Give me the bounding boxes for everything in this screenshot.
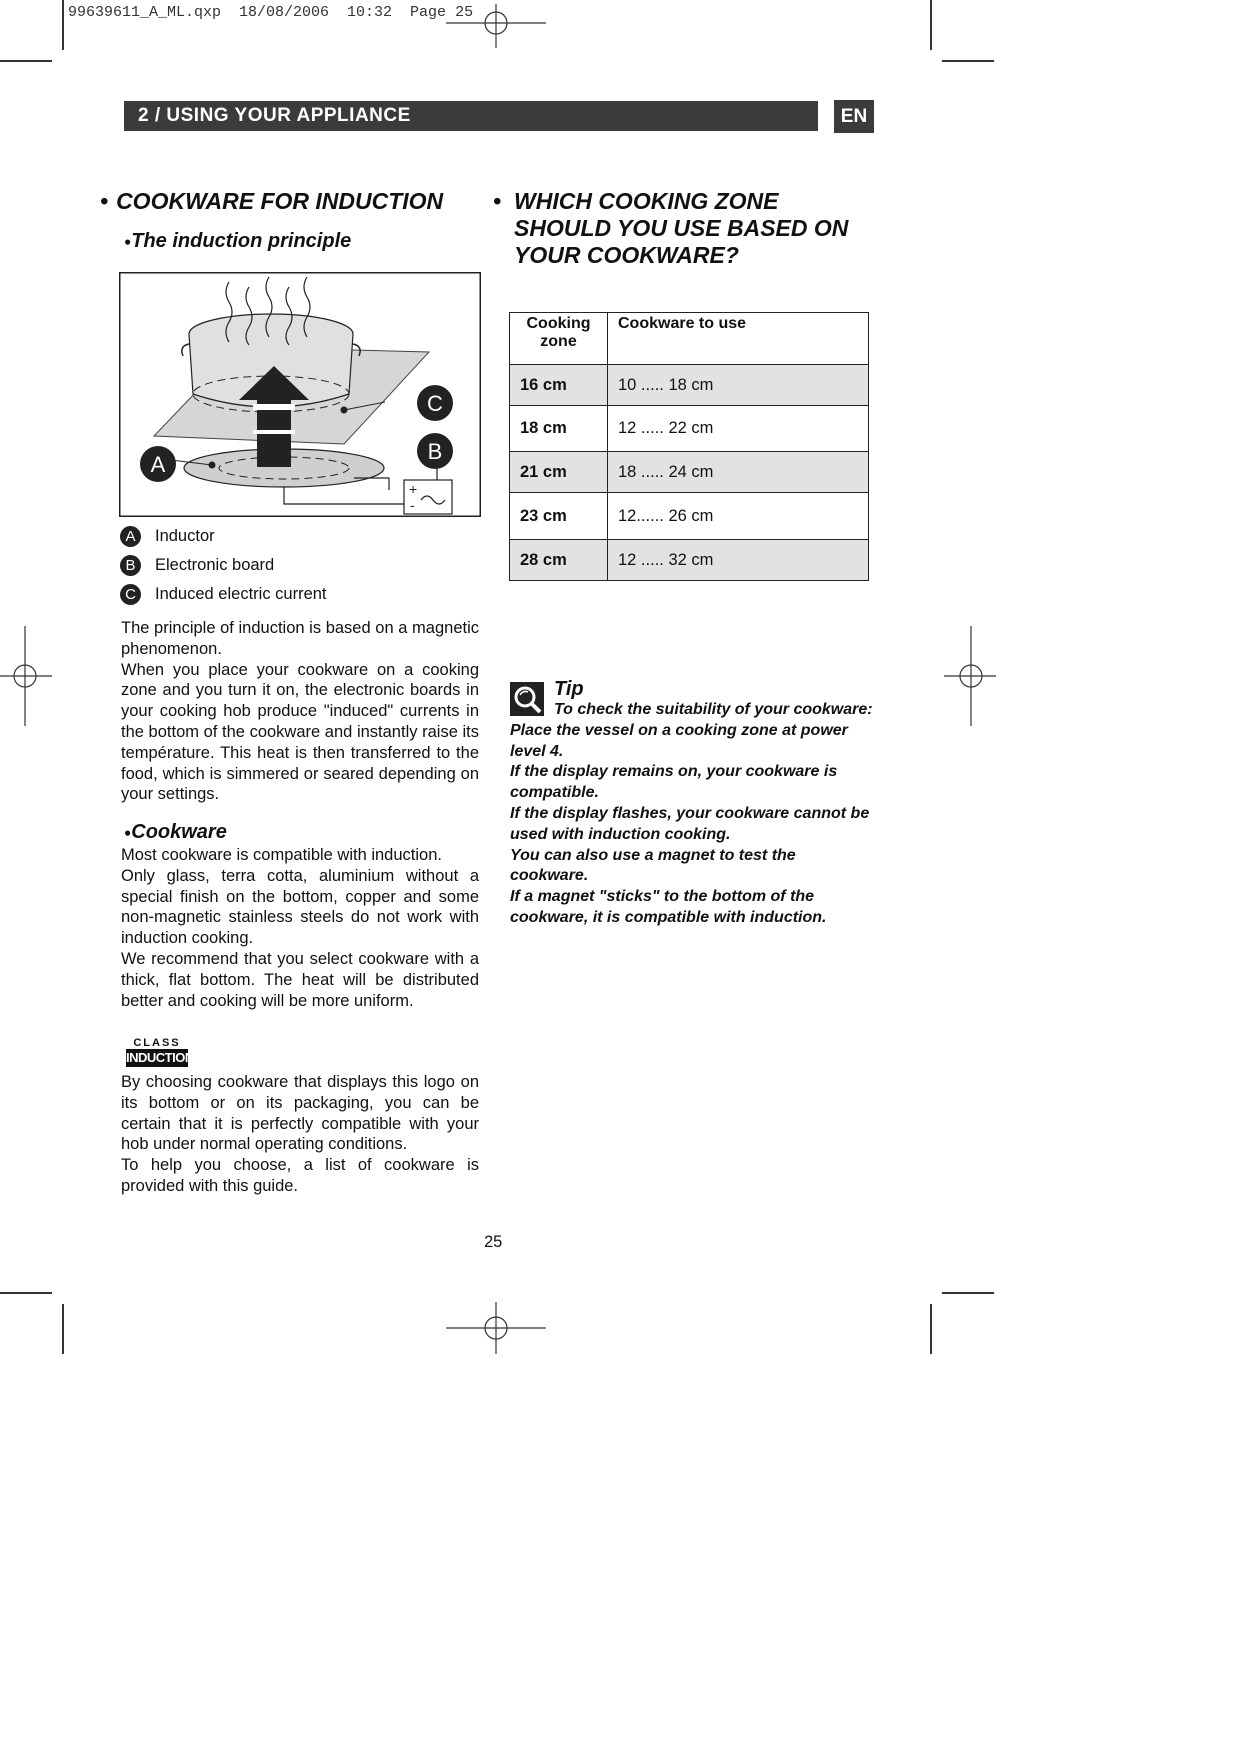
zone-cell: 21 cm xyxy=(510,452,608,493)
cookware-cell: 10 ..... 18 cm xyxy=(608,365,869,406)
section-title: / USING YOUR APPLIANCE xyxy=(154,105,411,126)
section-header xyxy=(124,101,818,131)
induction-diagram xyxy=(119,272,481,517)
section-number: 2 xyxy=(138,105,150,126)
table-row xyxy=(510,452,869,493)
zone-cell: 18 cm xyxy=(510,406,608,452)
cookware-cell: 18 ..... 24 cm xyxy=(608,452,869,493)
svg-text:-: - xyxy=(410,497,415,513)
zone-cell: 16 cm xyxy=(510,365,608,406)
registration-mark-bottom xyxy=(446,1302,546,1354)
registration-mark-top xyxy=(446,4,546,48)
zone-cell: 28 cm xyxy=(510,540,608,581)
svg-text:A: A xyxy=(150,452,166,477)
table-row xyxy=(510,406,869,452)
zone-cell: 23 cm xyxy=(510,493,608,540)
svg-text:C: C xyxy=(427,391,443,416)
legend-key-c: C xyxy=(120,584,141,605)
principle-text: The principle of induction is based on a magnetic phenomenon. When you place your cookware on a cooking zone and you turn it on, the electronic boards in your cooking hob produce "induced" currents in the bottom of the cookware and instantly raise its température. This heat is then transferred to the food, which is simmered or seared depending on your settings. xyxy=(121,619,479,804)
legend-item-induced-current: C Induced electric current xyxy=(120,584,327,605)
cookware-subheading: ●Cookware xyxy=(124,821,227,843)
cooking-zone-table xyxy=(509,312,869,581)
logo-text: By choosing cookware that displays this logo on its bottom or on its packaging, you can be certain that it is perfectly compatible with your hob under normal operating conditions. To help you choose, a list of cookware is provided with this guide. xyxy=(121,1073,479,1195)
cookware-text: Most cookware is compatible with induction. Only glass, terra cotta, aluminium without a special finish on the bottom, copper and some non-magnetic stainless steels do not work with induction cooking. We recommend that you select cookware with a thick, flat bottom. The heat will be distributed better and cooking will be more uniform. xyxy=(121,846,479,1010)
printer-slug: 99639611_A_ML.qxp 18/08/2006 10:32 Page 25 xyxy=(68,4,474,21)
legend-item-inductor: A Inductor xyxy=(120,526,215,547)
tip-title: Tip xyxy=(554,678,584,700)
legend-key-a: A xyxy=(120,526,141,547)
table-row xyxy=(510,540,869,581)
cooking-zone-heading: • WHICH COOKING ZONE SHOULD YOU USE BASED ON YOUR COOKWARE? xyxy=(493,188,849,268)
registration-mark-right xyxy=(944,626,996,726)
table-header-row xyxy=(510,313,869,365)
legend-item-electronic-board: B Electronic board xyxy=(120,555,274,576)
svg-text:B: B xyxy=(427,439,443,464)
header-cooking-zone: Cooking zone xyxy=(510,313,608,365)
cookware-cell: 12 ..... 22 cm xyxy=(608,406,869,452)
tip-text: To check the suitability of your cookware: Place the vessel on a cooking zone at power level 4. If the display remains on, your cookware is compatible. If the display flashes, your cookware cannot be used with induction cooking. You can also use a magnet to test the cookware. If a magnet "sticks" to the bottom of the cookware, it is compatible with induction. xyxy=(510,701,873,926)
page-number: 25 xyxy=(484,1233,503,1251)
language-badge: EN xyxy=(834,100,874,133)
induction-principle-subheading: ●The induction principle xyxy=(124,230,352,252)
svg-text:+: + xyxy=(409,481,418,497)
table-row xyxy=(510,493,869,540)
header-cookware: Cookware to use xyxy=(608,313,869,365)
registration-mark-left xyxy=(0,626,52,726)
cookware-cell: 12 ..... 32 cm xyxy=(608,540,869,581)
table-row xyxy=(510,365,869,406)
cookware-cell: 12...... 26 cm xyxy=(608,493,869,540)
class-induction-logo: CLASS INDUCTION xyxy=(126,1037,194,1065)
cookware-heading: • COOKWARE FOR INDUCTION xyxy=(100,188,444,214)
legend-key-b: B xyxy=(120,555,141,576)
